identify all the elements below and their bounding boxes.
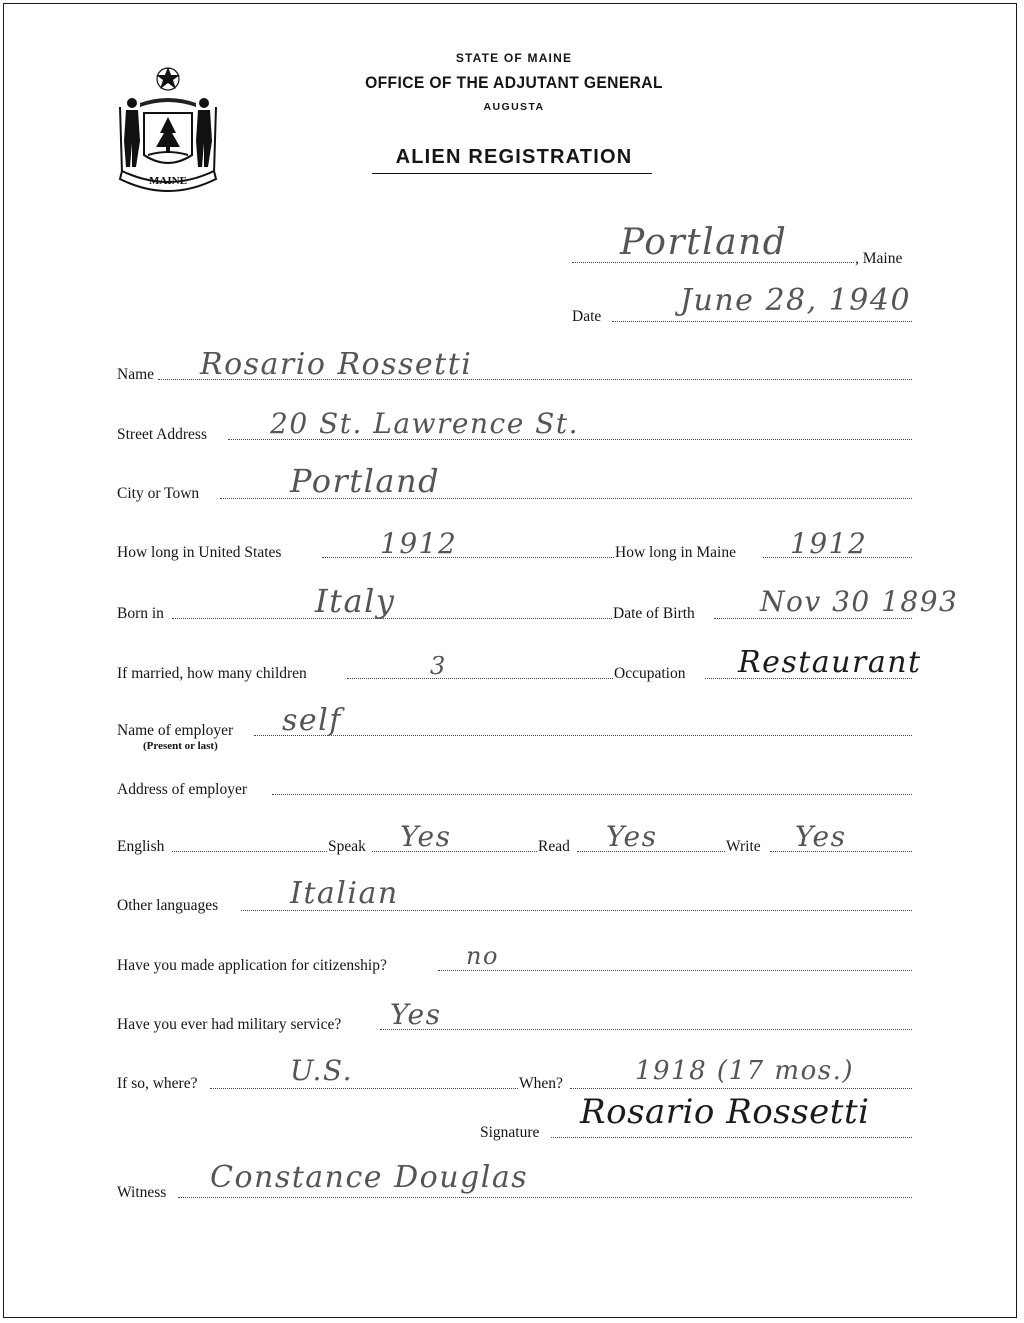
- name-entry: Rosario Rossetti: [200, 347, 473, 382]
- where-line: [210, 1088, 518, 1089]
- where-label: If so, where?: [117, 1075, 198, 1092]
- military-label: Have you ever had military service?: [117, 1016, 342, 1033]
- dob-entry: Nov 30 1893: [760, 585, 959, 618]
- born-in-label: Born in: [117, 605, 164, 622]
- children-label: If married, how many children: [117, 665, 307, 682]
- us-duration-line: [322, 557, 614, 558]
- occupation-entry: Restaurant: [738, 645, 922, 680]
- date-entry: June 28, 1940: [680, 283, 912, 318]
- employer-address-label: Address of employer: [117, 781, 247, 798]
- name-label: Name: [117, 366, 155, 383]
- speak-label: Speak: [328, 838, 366, 855]
- form-title: ALIEN REGISTRATION: [395, 146, 633, 168]
- city-heading: AUGUSTA: [483, 101, 545, 113]
- office-heading: OFFICE OF THE ADJUTANT GENERAL: [365, 73, 663, 92]
- employer-address-line: [272, 794, 912, 795]
- maine-duration-label: How long in Maine: [615, 544, 736, 561]
- city-label: City or Town: [117, 485, 200, 502]
- children-entry: 3: [430, 652, 447, 680]
- when-label: When?: [519, 1075, 563, 1092]
- us-duration-label: How long in United States: [117, 544, 282, 561]
- maine-duration-entry: 1912: [790, 527, 868, 560]
- dob-label: Date of Birth: [613, 605, 695, 622]
- military-line: [380, 1029, 912, 1030]
- speak-line: [372, 851, 537, 852]
- read-label: Read: [538, 838, 570, 855]
- citizenship-line: [438, 970, 912, 971]
- citizenship-label: Have you made application for citizenship?: [117, 957, 387, 974]
- signature-entry: Rosario Rossetti: [580, 1092, 870, 1132]
- other-languages-label: Other languages: [117, 897, 219, 914]
- when-entry: 1918 (17 mos.): [635, 1056, 854, 1086]
- children-line: [347, 678, 613, 679]
- other-languages-entry: Italian: [290, 876, 399, 911]
- street-entry: 20 St. Lawrence St.: [270, 407, 579, 440]
- occupation-label: Occupation: [614, 665, 686, 682]
- english-line: [172, 851, 327, 852]
- employer-line: [254, 735, 912, 736]
- signature-line: [551, 1137, 912, 1138]
- citizenship-entry: no: [466, 942, 499, 970]
- title-underline: [372, 173, 652, 174]
- place-suffix-label: , Maine: [855, 250, 903, 267]
- signature-label: Signature: [480, 1124, 540, 1141]
- employer-entry: self: [282, 703, 342, 738]
- city-entry: Portland: [290, 462, 441, 500]
- date-line: [612, 321, 912, 322]
- state-heading: STATE OF MAINE: [455, 51, 573, 65]
- witness-line: [178, 1197, 912, 1198]
- street-label: Street Address: [117, 426, 207, 443]
- military-entry: Yes: [390, 998, 442, 1031]
- where-entry: U.S.: [290, 1054, 354, 1087]
- employer-sublabel: (Present or last): [143, 740, 218, 752]
- witness-entry: Constance Douglas: [210, 1160, 529, 1195]
- when-line: [570, 1088, 912, 1089]
- write-label: Write: [726, 838, 761, 855]
- place-entry: Portland: [620, 222, 788, 263]
- employer-label: Name of employer: [117, 722, 234, 739]
- speak-entry: Yes: [400, 820, 452, 853]
- seal-banner-text: MAINE: [149, 175, 187, 187]
- write-entry: Yes: [795, 820, 847, 853]
- dob-line: [714, 618, 912, 619]
- date-label: Date: [572, 308, 602, 325]
- us-duration-entry: 1912: [380, 527, 458, 560]
- english-label: English: [117, 838, 165, 855]
- read-entry: Yes: [606, 820, 658, 853]
- maine-state-seal-icon: [112, 63, 224, 193]
- born-in-entry: Italy: [315, 582, 396, 620]
- witness-label: Witness: [117, 1184, 167, 1201]
